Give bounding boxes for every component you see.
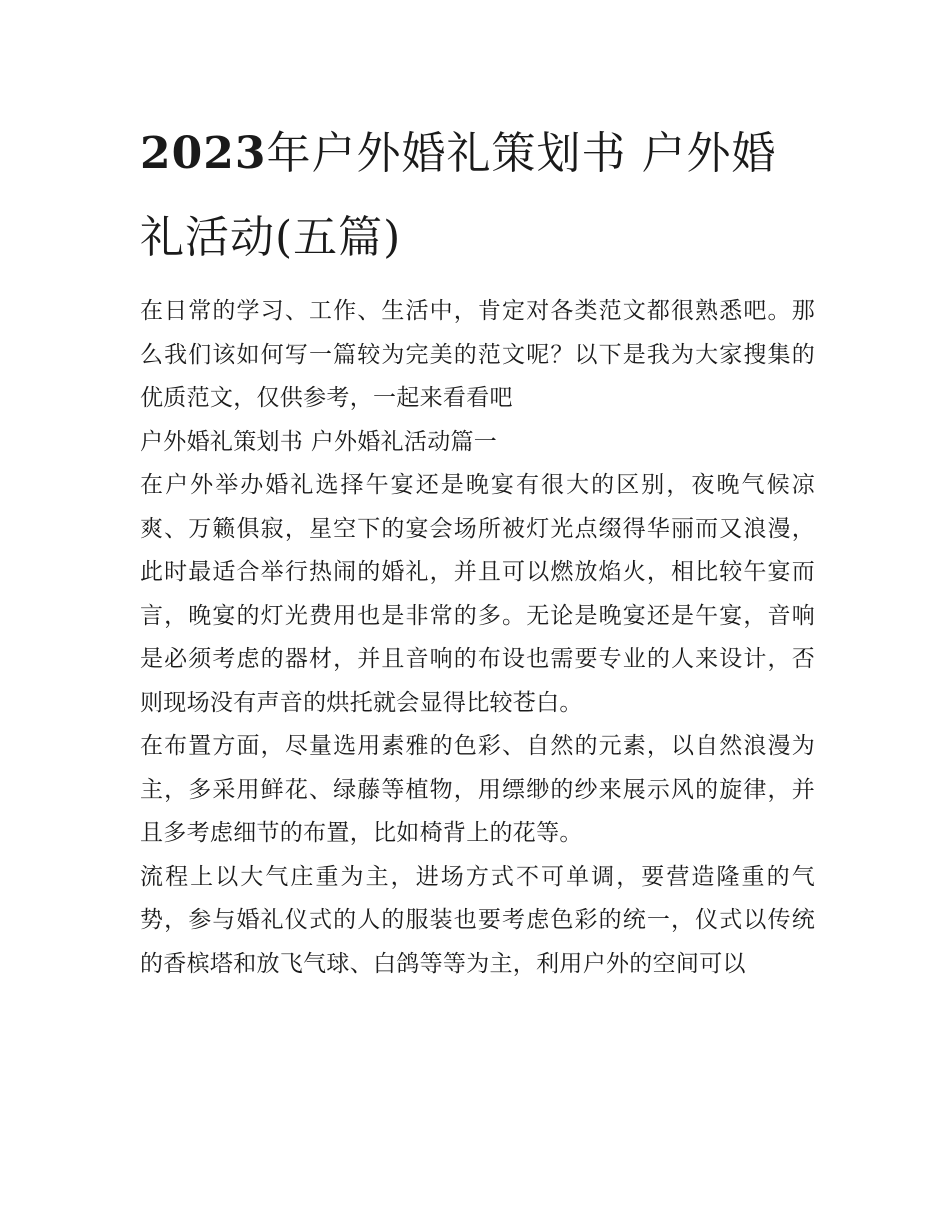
- section-heading: 户外婚礼策划书 户外婚礼活动篇一: [140, 428, 498, 455]
- intro-paragraph: 在日常的学习、工作、生活中，肯定对各类范文都很熟悉吧。那么我们该如何写一篇较为完美的范文呢？以下是我为大家搜集的优质范文，仅供参考，一起来看看吧: [140, 298, 815, 411]
- body-paragraph: 流程上以大气庄重为主，进场方式不可单调，要营造隆重的气势，参与婚礼仪式的人的服装也要考虑色彩的统一，仪式以传统的香槟塔和放飞气球、白鸽等等为主，利用户外的空间可以: [140, 863, 815, 977]
- document-title: [140, 112, 815, 280]
- title-year: 2023: [140, 128, 267, 179]
- body-paragraph: 在布置方面，尽量选用素雅的色彩、自然的元素，以自然浪漫为主，多采用鲜花、绿藤等植物，用缥缈的纱来展示风的旋律，并且多考虑细节的布置，比如椅背上的花等。: [140, 733, 815, 846]
- title-text: 年户外婚礼策划书 户外婚礼活动(五篇): [140, 128, 777, 263]
- body-paragraph: 在户外举办婚礼选择午宴还是晚宴有很大的区别，夜晚气候凉爽、万籁俱寂，星空下的宴会场所被灯光点缀得华丽而又浪漫，此时最适合举行热闹的婚礼，并且可以燃放焰火，相比较午宴而言，晚宴的灯光费用也是非常的多。无论是晚宴还是午宴，音响是必须考虑的器材，并且音响的布设也需要专业的人来设计，否则现场没有声音的烘托就会显得比较苍白。: [140, 472, 815, 716]
- document-body: [140, 112, 815, 986]
